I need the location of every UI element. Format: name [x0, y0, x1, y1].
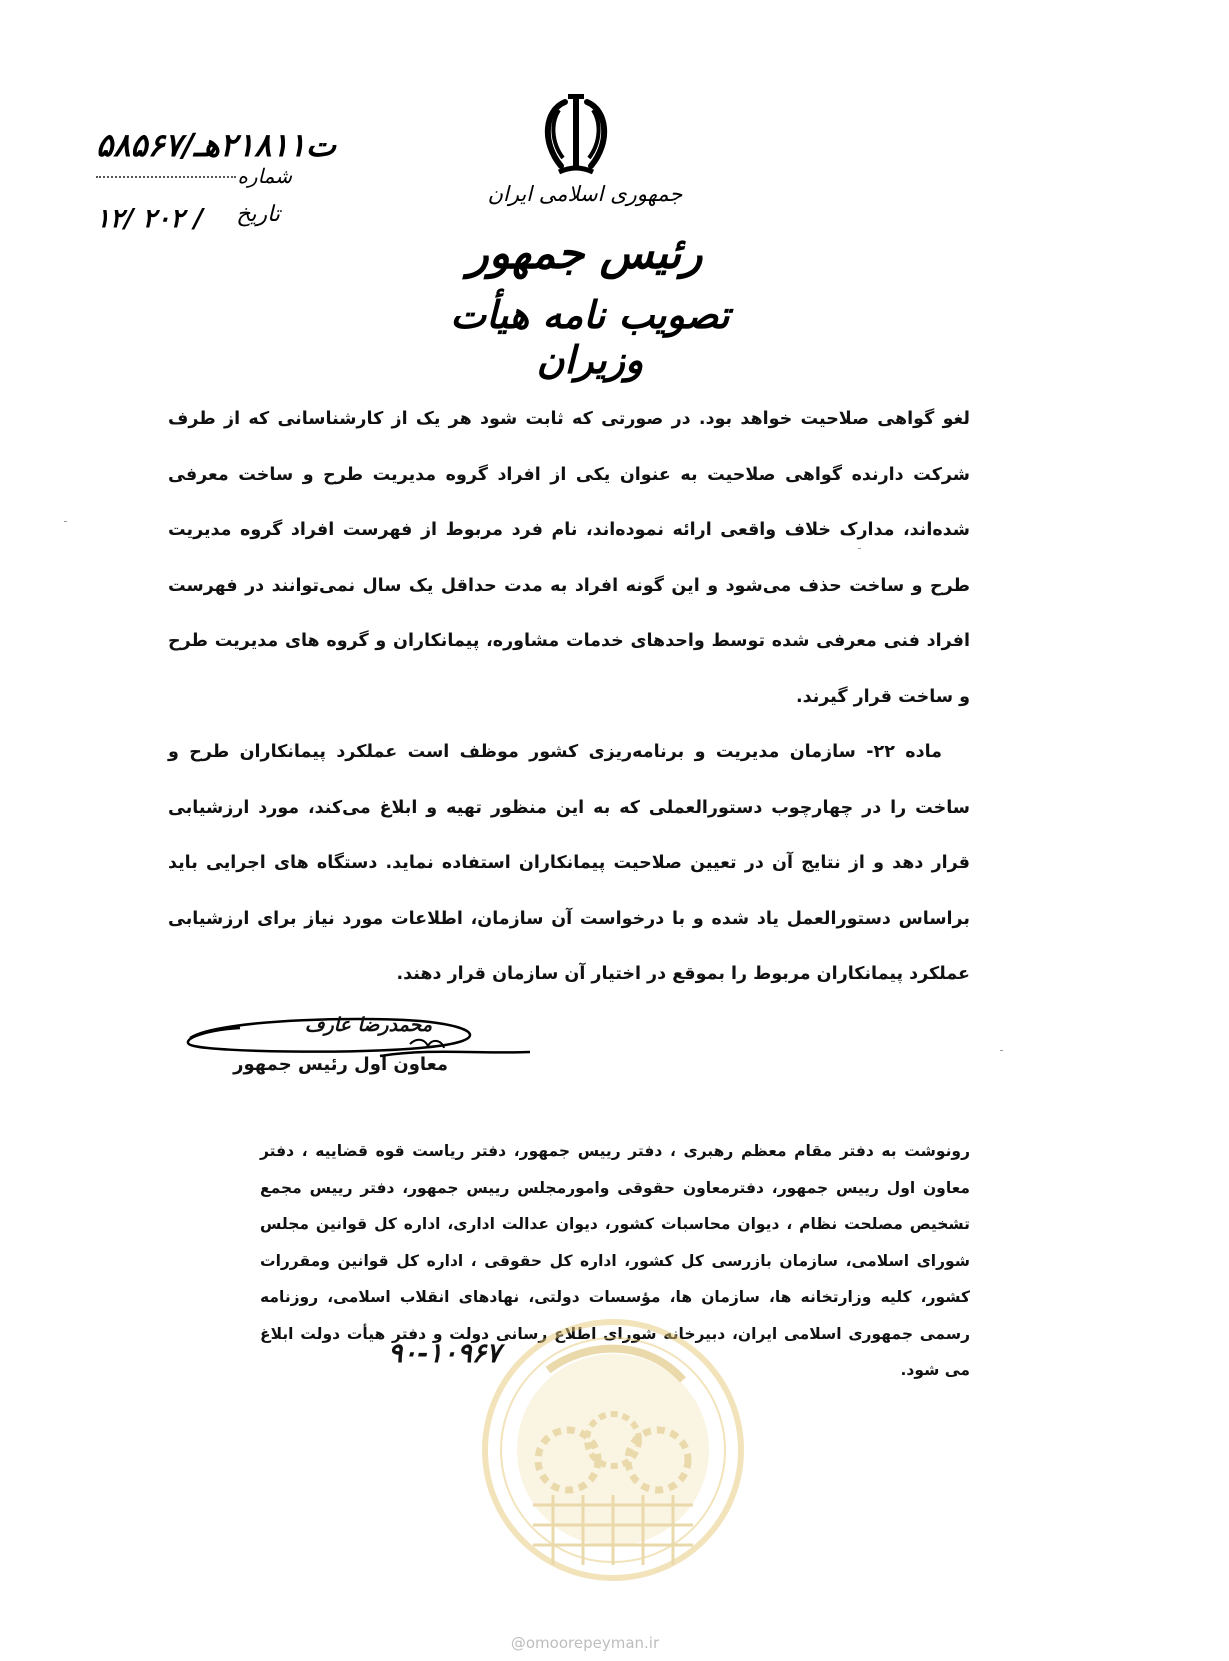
- watermark-site: @omoorepeyman.ir: [510, 1634, 660, 1652]
- signatory-title: معاون اول رئیس جمهور: [233, 1054, 448, 1075]
- document-number: ۵۸۵۶۷/ت۲۱۸۱۱هـ: [96, 126, 336, 164]
- document-type: تصویب نامه هیأت وزیران: [450, 292, 730, 382]
- number-label: شماره: [237, 164, 292, 188]
- article-22-paragraph: ماده ۲۲- سازمان مدیریت و برنامه‌ریزی کشور موظف است عملکرد پیمانکاران طرح و ساخت را در چهارچوب دستورالعملی که به این منظور تهیه و ابلاغ می‌کند، مورد ارزشیابی قرار دهد و از نتایج آن در تعیین صلاحیت پیمانکاران استفاده نماید. دستگاه های اجرایی باید براساس دستورالعمل یاد شده و با درخواست آن سازمان، اطلاعات مورد نیاز برای ارزشیابی عملکرد پیمانکاران مربوط را بموقع در اختیار آن سازمان قرار دهند.: [168, 742, 970, 984]
- scan-speck: [1000, 1050, 1003, 1051]
- document-date: ۱۲/ ۲۰۲ /: [96, 204, 203, 234]
- iran-emblem-icon: [535, 92, 617, 178]
- omoore-peyman-seal-icon: [478, 1310, 748, 1600]
- scan-speck: [858, 548, 861, 549]
- distribution-list: رونوشت به دفتر مقام معظم رهبری ، دفتر رییس جمهور، دفتر ریاست قوه قضاییه ، دفتر معاون اول رییس جمهور، دفترمعاون حقوقی وامورمجلس رییس جمهور، دفتر رییس مجمع تشخیص مصلحت نظام ، دیوان محاسبات کشور، دیوان عدالت اداری، اداره کل قوانین مجلس شورای اسلامی، سازمان بازرسی کل کشور، اداره کل حقوقی ، اداره کل قوانین ومقررات کشور، کلیه وزارتخانه ها، سازمان ها، مؤسسات دولتی، نهادهای انقلاب اسلامی، روزنامه رسمی جمهوری اسلامی ایران، دبیرخانه شورای اطلاع رسانی دولت و دفتر هیأت دولت ابلاغ می شود.: [260, 1142, 970, 1379]
- scan-speck: [64, 521, 67, 522]
- reference-code: ۹۰-۱۰۹۶۷: [388, 1338, 501, 1369]
- decree-body: [168, 392, 970, 1003]
- country-name: جمهوری اسلامی ایران: [487, 182, 683, 206]
- number-dotted-line: [96, 176, 236, 178]
- body-paragraph: لغو گواهی صلاحیت خواهد بود. در صورتی که ثابت شود هر یک از کارشناسانی که از طرف شرکت دارنده گواهی صلاحیت به عنوان یکی از افراد گروه مدیریت طرح و ساخت معرفی شده‌اند، مدارک خلاف واقعی ارائه نموده‌اند، نام فرد مربوط از فهرست افراد گروه مدیریت طرح و ساخت حذف می‌شود و این گونه افراد به مدت حداقل یک سال نمی‌توانند در فهرست افراد فنی معرفی شده توسط واحدهای خدمات مشاوره، پیمانکاران و گروه های مدیریت طرح و ساخت قرار گیرند.: [168, 409, 970, 707]
- office-title: رئیس جمهور: [467, 228, 703, 279]
- signatory-name: محمدرضا عارف: [304, 1014, 432, 1036]
- date-label: تاریخ: [236, 202, 280, 227]
